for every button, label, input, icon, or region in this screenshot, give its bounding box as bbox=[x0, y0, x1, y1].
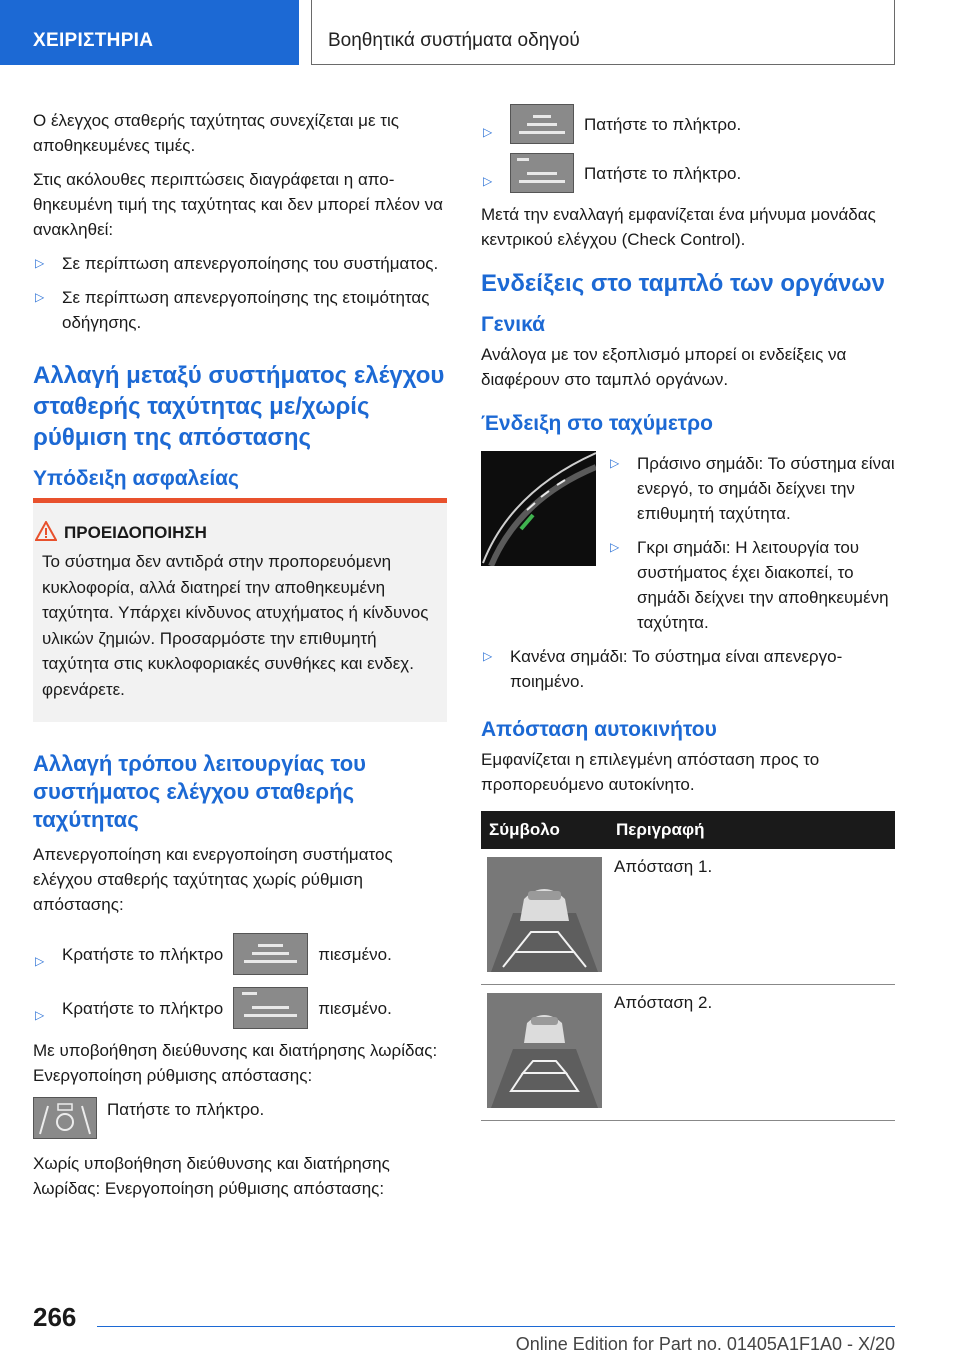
header-chapter-label: Βοηθητικά συστήματα οδηγού bbox=[328, 30, 580, 51]
distance-2-car-icon bbox=[487, 993, 602, 1108]
acc-minus-key-icon bbox=[233, 987, 308, 1029]
bullet-triangle-icon: ▷ bbox=[483, 649, 493, 663]
list-item: ▷ Κανένα σημάδι: Το σύστημα είναι απενεργοποιημένο. bbox=[481, 644, 895, 694]
list-item: ▷ Κρατήστε το πλήκτρο πιεσμένο. bbox=[33, 987, 447, 1029]
section-heading-mode: Αλλαγή τρόπου λειτουργίας του συστήματος ελέγχου σταθερής ταχύτητας bbox=[33, 751, 366, 832]
warning-title: ΠΡΟΕΙΔΟΠΟΙΗΣΗ bbox=[33, 521, 447, 543]
list-item: ▷ Γκρι σημάδι: Η λειτουργία του συστήματος έχει διακοπεί, το σημάδι δείχνει την αποθηκευμένη ταχύτητα. bbox=[608, 535, 895, 635]
section-heading-switch: Αλλαγή μεταξύ συστήματος ελέγχου σταθερής ταχύτητας με/χωρίς ρύθμιση της απόστασης bbox=[33, 362, 445, 451]
subheading-safety: Υπόδειξη ασφαλείας bbox=[33, 467, 239, 490]
steering-wheel-icon bbox=[34, 1098, 96, 1138]
warning-triangle-icon bbox=[35, 521, 57, 541]
list-item: ▷ Κρατήστε το πλήκτρο πιεσμένο. bbox=[33, 933, 447, 975]
check-control-paragraph: Μετά την εναλλαγή εμφανίζεται ένα μήνυμα μονάδας κεντρικού ελέγχου (Check Control). bbox=[481, 205, 876, 249]
list-item: ▷ Σε περίπτωση απενεργοποίησης του συστήματος. bbox=[33, 251, 447, 276]
intro-paragraph-2: Στις ακόλουθες περιπτώσεις διαγράφεται η αποθηκευμένη τιμή της ταχύτητας και δεν μπορεί πλέον να ανακληθεί: bbox=[33, 170, 443, 239]
list-item: ▷ Σε περίπτωση απενεργοποίησης της ετοιμότητας οδήγησης. bbox=[33, 285, 447, 335]
list-item: ▷ Πατήστε το πλήκτρο. bbox=[481, 153, 895, 193]
header-section-label: ΧΕΙΡΙΣΤΗΡΙΑ bbox=[33, 30, 154, 51]
lane-assist-paragraph: Με υποβοήθηση διεύθυνσης και διατήρησης λωρίδας: Ενεργοποίηση ρύθμισης απόστασης: bbox=[33, 1041, 438, 1085]
distance-1-car-icon bbox=[487, 857, 602, 972]
footer-edition: Online Edition for Part no. 01405A1F1A0 - X/20 bbox=[515, 1334, 895, 1354]
header-section-tab[interactable] bbox=[0, 0, 299, 65]
list-item: ▷ Πράσινο σημάδι: Το σύστημα είναι ενεργό, το σημάδι δείχνει την επιθυμητή ταχύτητα. bbox=[608, 451, 895, 526]
table-row bbox=[481, 849, 895, 985]
distance-1-label: Απόσταση 1. bbox=[608, 849, 895, 985]
table-row bbox=[481, 985, 895, 1121]
bullet-triangle-icon: ▷ bbox=[35, 954, 45, 968]
no-lane-assist-paragraph: Χωρίς υποβοήθηση διεύθυνσης και διατήρησης λωρίδας: Ενεργοποίηση ρύθμισης απόστασης: bbox=[33, 1154, 390, 1198]
bullet-triangle-icon: ▷ bbox=[610, 540, 620, 554]
steering-assist-key-icon bbox=[33, 1097, 97, 1139]
page-number: 266 bbox=[33, 1302, 77, 1332]
bullet-triangle-icon: ▷ bbox=[35, 290, 45, 304]
distance-table bbox=[481, 811, 895, 1121]
intro-paragraph-1: Ο έλεγχος σταθερής ταχύτητας συνεχίζεται με τις αποθηκευμένες τιμές. bbox=[33, 111, 399, 155]
press-key-row: Πατήστε το πλήκτρο. bbox=[33, 1097, 447, 1139]
table-header-symbol: Σύμβολο bbox=[481, 811, 608, 849]
speedometer-image bbox=[481, 451, 596, 566]
speedometer-section bbox=[481, 451, 895, 644]
subheading-distance: Απόσταση αυτοκινήτου bbox=[481, 718, 717, 741]
bullet-triangle-icon: ▷ bbox=[35, 1008, 45, 1022]
subheading-speedometer: Ένδειξη στο ταχύμετρο bbox=[481, 412, 713, 435]
distance-paragraph: Εμφανίζεται η επιλεγμένη απόσταση προς το προπορευόμενο αυτοκίνητο. bbox=[481, 750, 820, 794]
distance-2-label: Απόσταση 2. bbox=[608, 985, 895, 1121]
general-paragraph: Ανάλογα με τον εξοπλισμό μπορεί οι ενδείξεις να διαφέρουν στο ταμπλό οργάνων. bbox=[481, 345, 847, 389]
acc-minus-key-icon bbox=[510, 153, 574, 193]
acc-plus-key-icon bbox=[510, 104, 574, 144]
section-heading-cluster: Ενδείξεις στο ταμπλό των οργάνων bbox=[481, 270, 885, 297]
table-header-description: Περιγραφή bbox=[608, 811, 895, 849]
list-item: ▷ Πατήστε το πλήκτρο. bbox=[481, 104, 895, 144]
bullet-triangle-icon: ▷ bbox=[35, 256, 45, 270]
bullet-triangle-icon: ▷ bbox=[483, 125, 493, 139]
speedometer-arc-icon bbox=[481, 451, 596, 566]
acc-plus-key-icon bbox=[233, 933, 308, 975]
footer-divider bbox=[97, 1326, 895, 1327]
header-chapter-tab[interactable] bbox=[311, 0, 895, 65]
right-column bbox=[481, 108, 895, 1121]
mode-paragraph: Απενεργοποίηση και ενεργοποίηση συστήματος ελέγχου σταθερής ταχύτητας χωρίς ρύθμιση απόστασης: bbox=[33, 845, 393, 914]
warning-box bbox=[33, 498, 447, 722]
subheading-general: Γενικά bbox=[481, 313, 546, 336]
bullet-triangle-icon: ▷ bbox=[483, 174, 493, 188]
warning-text: Το σύστημα δεν αντιδρά στην προπορευόμενη κυκλοφορία, αλλά διατηρεί την αποθηκευμένη ταχύτητα. Υπάρχει κίνδυνος ατυχήματος ή κίνδυνος υλικών ζημιών. Προσαρμόστε την επιθυμητή ταχύτητα στις κυκλοφοριακές συνθήκες και ενδεχ. φρενάρετε. bbox=[42, 552, 429, 699]
left-column bbox=[33, 108, 447, 1210]
bullet-triangle-icon: ▷ bbox=[610, 456, 620, 470]
